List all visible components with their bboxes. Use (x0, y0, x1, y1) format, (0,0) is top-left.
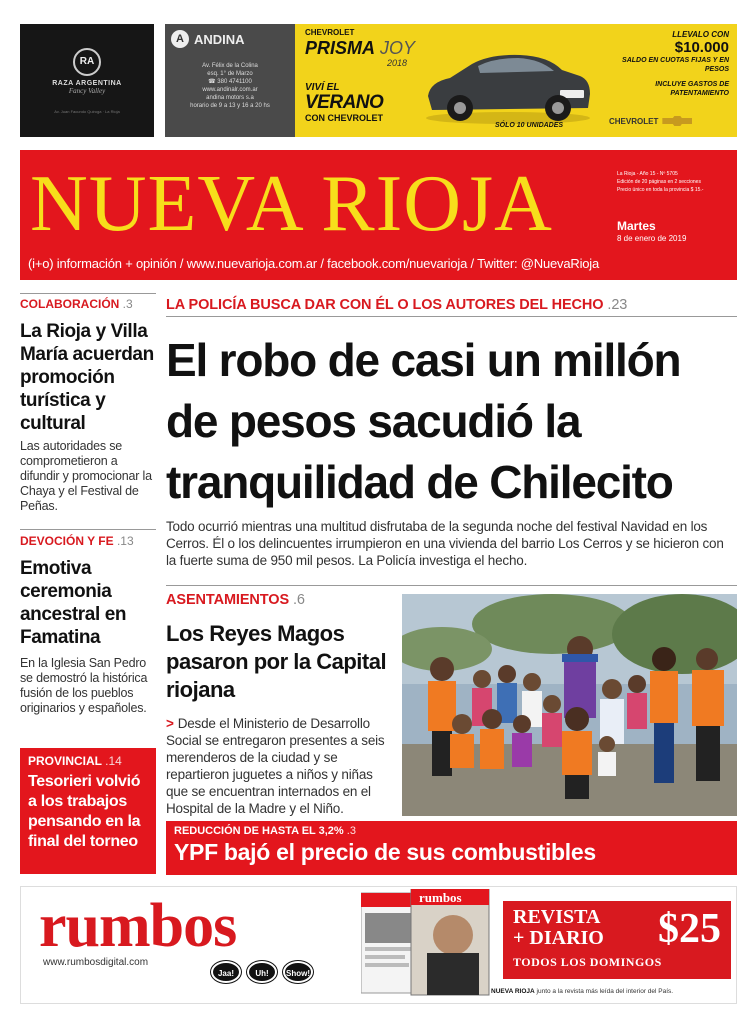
main-headline[interactable] (166, 330, 680, 513)
masthead (20, 150, 737, 280)
chev-model-name (305, 38, 415, 59)
andina-web: www.andinalr.com.ar (202, 87, 258, 93)
second-story-summary-text: Desde el Ministerio de Desarrollo Social se entregaron presentes a seis merenderos de la ciudad y se repartieron juguetes a niños y niñas que se encuentran internados en el Hospital de la Madre y el Niño. (166, 716, 385, 816)
left-story-2-summary: En la Iglesia San Pedro se demostró la histórica fusión de los pueblos originarios y españoles. (20, 656, 148, 715)
chev-offer (597, 30, 729, 98)
rumbos-logo: rumbos (39, 892, 237, 960)
revista-diario-promo (503, 901, 731, 979)
section-label-text: DEVOCIÓN Y FE (20, 534, 114, 548)
edition-info (617, 170, 729, 194)
chev-incluye: INCLUYE GASTOS DE PATENTAMIENTO (655, 81, 729, 97)
section-label-asentamientos[interactable] (166, 592, 305, 608)
main-story-summary: Todo ocurrió mientras una multitud disfrutaba de la segunda noche del festival Navidad en los Cerros. Él o los delincuentes irrumpieron en una vivienda del barrio Los Cerros y se hicieron con la fuerte suma de 950 mil pesos. La Policía investiga el hecho. (166, 519, 724, 568)
page-number: .23 (607, 297, 628, 313)
andina-address-2: esq. 1° de Marzo (207, 71, 253, 77)
main-headline-line-2: de pesos sacudió la (166, 395, 581, 447)
masthead-tagline[interactable]: (i+o) información + opinión / www.nuevarioja.com.ar / facebook.com/nuevarioja / Twitter: @NuevaRioja (28, 256, 600, 271)
footer-text: junto a la revista más leída del interior del País. (536, 988, 674, 995)
section-label-colaboracion[interactable] (20, 297, 133, 311)
chev-con: CON CHEVROLET (305, 113, 384, 123)
chevrolet-logo (609, 116, 692, 126)
promo-revista: REVISTA (513, 906, 601, 928)
andina-hours: horario de 9 a 13 y 16 a 20 hs (190, 103, 270, 109)
footer-brand: NUEVA RIOJA (491, 988, 535, 995)
edition-info-1: La Rioja - Año 15 - Nº 5705 (617, 171, 678, 177)
edition-info-3: Precio único en toda la provincia $ 15.- (617, 187, 704, 193)
promo-price: $25 (658, 906, 721, 952)
chev-brand-line: CHEVROLET (305, 28, 355, 37)
divider (166, 585, 737, 586)
main-headline-line-1: El robo de casi un millón (166, 334, 681, 386)
chev-vivi: VIVÍ EL (305, 82, 340, 93)
second-story-headline[interactable]: Los Reyes Magos pasaron por la Capital riojana (166, 621, 387, 702)
andina-dealer-panel (165, 24, 295, 137)
bullet-arrow-icon: > (166, 716, 174, 731)
left-story-1-headline[interactable]: La Rioja y Villa María acuerdan promoción turística y cultural (20, 321, 154, 434)
divider (166, 316, 737, 317)
promo-diario: + DIARIO (513, 927, 604, 949)
andina-address-1: Av. Félix de la Colina (202, 63, 258, 69)
chev-verano: VERANO (305, 92, 384, 113)
chevrolet-prisma-ad[interactable] (165, 24, 737, 137)
edition-day: Martes (617, 219, 656, 233)
main-kicker-text: LA POLICÍA BUSCA DAR CON ÉL O LOS AUTORES DEL HECHO (166, 297, 604, 313)
chev-joy-word: JOY (380, 38, 416, 58)
divider (20, 529, 156, 530)
raza-fineprint: Av. Juan Facundo Quiroga · La Rioja (54, 109, 120, 114)
andina-brand-name: ANDINA (194, 31, 245, 47)
page-number: .6 (292, 592, 305, 608)
reyes-magos-photo[interactable] (402, 594, 737, 816)
rumbos-footer (491, 988, 673, 995)
section-label-devocion[interactable] (20, 534, 134, 548)
andina-address (171, 62, 289, 110)
second-story-summary (166, 715, 398, 817)
section-label-text: ASENTAMIENTOS (166, 592, 290, 608)
section-label-text: COLABORACIÓN (20, 297, 120, 311)
chev-units: SÓLO 10 UNIDADES (495, 122, 564, 129)
raza-name: RAZA ARGENTINA (52, 80, 122, 87)
andina-social: andina motors s.a (206, 95, 254, 101)
section-label-text: REDUCCIÓN DE HASTA EL 3,2% (174, 825, 344, 837)
section-label-reduccion (174, 825, 729, 837)
main-kicker[interactable] (166, 297, 627, 313)
provincial-box[interactable] (20, 748, 156, 874)
raza-monogram-logo: RA (73, 48, 101, 76)
andina-phone: ☎ 380 4741100 (208, 79, 252, 85)
newspaper-title[interactable]: NUEVA RIOJA (30, 160, 553, 248)
page-number: .3 (346, 825, 356, 837)
speech-bubble-jaa: Jaa! (211, 961, 241, 983)
rumbos-ad[interactable] (20, 886, 737, 1004)
speech-bubble-show: Show! (283, 961, 313, 983)
chev-footer-brand: CHEVROLET (609, 116, 659, 126)
andina-logo-icon: A (171, 30, 189, 48)
edition-info-2: Edición de 20 páginas en 2 secciones (617, 179, 701, 185)
chev-year: 2018 (387, 58, 408, 68)
promo-domingos: TODOS LOS DOMINGOS (513, 955, 662, 969)
page-number: .3 (122, 297, 133, 311)
chevrolet-bowtie-icon (662, 116, 692, 126)
chev-llevalo: LLEVALO CON (672, 30, 729, 39)
speech-bubble-uh: Uh! (247, 961, 277, 983)
andina-brand (171, 30, 289, 48)
chev-prisma-word: PRISMA (305, 38, 376, 58)
chev-amount: $10.000 (674, 39, 729, 56)
raza-argentina-ad[interactable] (20, 24, 154, 137)
raza-tagline: Fancy Valley (68, 87, 106, 95)
section-label-text: PROVINCIAL (28, 754, 102, 768)
chev-cuotas: SALDO EN CUOTAS FIJAS Y EN PESOS (622, 57, 729, 73)
edition-date: 8 de enero de 2019 (617, 234, 687, 243)
main-headline-line-3: tranquilidad de Chilecito (166, 456, 673, 508)
rumbos-url[interactable]: www.rumbosdigital.com (43, 957, 149, 968)
group-photo-image (402, 594, 737, 816)
page-number: .13 (116, 534, 134, 548)
magazine-cover-title: rumbos (419, 890, 462, 905)
page-number: .14 (105, 754, 122, 768)
ypf-story-box[interactable] (166, 821, 737, 875)
ypf-headline: YPF bajó el precio de sus combustibles (174, 839, 596, 865)
divider (20, 293, 156, 294)
provincial-headline: Tesorieri volvió a los trabajos pensando en la final del torneo (28, 773, 141, 850)
left-story-2-headline[interactable]: Emotiva ceremonia ancestral en Famatina (20, 558, 127, 648)
left-story-1-summary: Las autoridades se comprometieron a difundir y promocionar la Chaya y el Festival de Peñas. (20, 439, 152, 513)
car-image (420, 38, 595, 128)
section-label-provincial (28, 754, 148, 768)
